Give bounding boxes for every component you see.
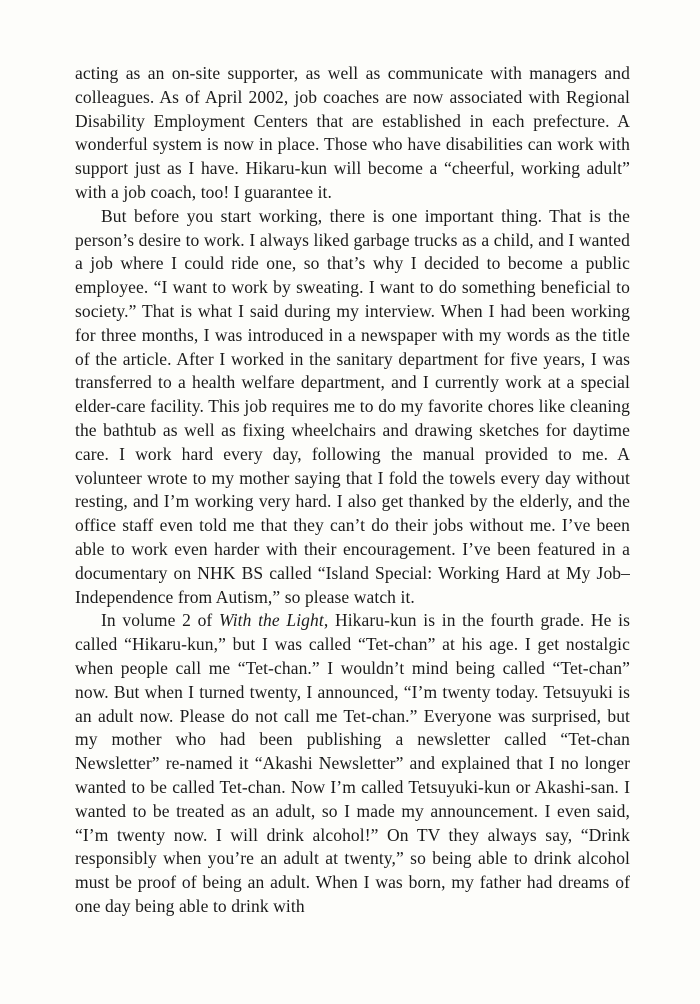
text-segment: , Hikaru-kun is in the fourth grade. He is called “Hikaru-kun,” but I was called “Tet-chan” at his age. I get nostalgic when people call me “Tet-chan.” I wouldn’t mind being called “Tet-chan” now. But when I turned twenty, I announced, “I’m twenty today. Tetsuyuki is an adult now. Please do not call me Tet-chan.” Everyone was surprised, but my mother who had been publishing a newsletter called “Tet-chan Newsletter” re-named it “Akashi Newsletter” and explained that I no longer wanted to be called Tet-chan. Now I’m called Tetsuyuki-kun or Akashi-san. I wanted to be treated as an adult, so I made my announcement. I even said, “I’m twenty now. I will drink alcohol!” On TV they always say, “Drink responsibly when you’re an adult at twenty,” so being able to drink alcohol must be proof of being an adult. When I was born, my father had dreams of one day being able to drink with	[75, 610, 631, 916]
paragraph-job-coach: acting as an on-site supporter, as well as communicate with managers and colleagues. As of April 2002, job coaches are now associated with Regional Disability Employment Centers that are established in each prefecture. A wonderful system is now in place. Those who have disabilities can work with support just as I have. Hikaru-kun will become a “cheerful, working adult” with a job coach, too! I guarantee it.	[75, 63, 630, 202]
paragraph-tet-chan	[75, 609, 630, 918]
book-title-with-the-light: With the Light	[218, 610, 324, 631]
paragraph-desire-to-work: But before you start working, there is one important thing. That is the person’s desire to work. I always liked garbage trucks as a child, and I wanted a job where I could ride one, so that’s why I decided to become a public employee. “I want to work by sweating. I want to do something beneficial to society.” That is what I said during my interview. When I had been working for three months, I was introduced in a newspaper with my words as the title of the article. After I worked in the sanitary department for five years, I was transferred to a health welfare department, and I currently work at a special elder-care facility. This job requires me to do my favorite chores like cleaning the bathtub as well as fixing wheelchairs and drawing sketches for daytime care. I work hard every day, following the manual provided to me. A volunteer wrote to my mother saying that I fold the towels every day without resting, and I’m working very hard. I also get thanked by the elderly, and the office staff even told me that they can’t do their jobs without me. I’ve been able to work even harder with their encouragement. I’ve been featured in a documentary on NHK BS called “Island Special: Working Hard at My Job–Independence from Autism,” so please watch it.	[75, 205, 630, 607]
text-segment: In volume 2 of	[101, 610, 219, 631]
